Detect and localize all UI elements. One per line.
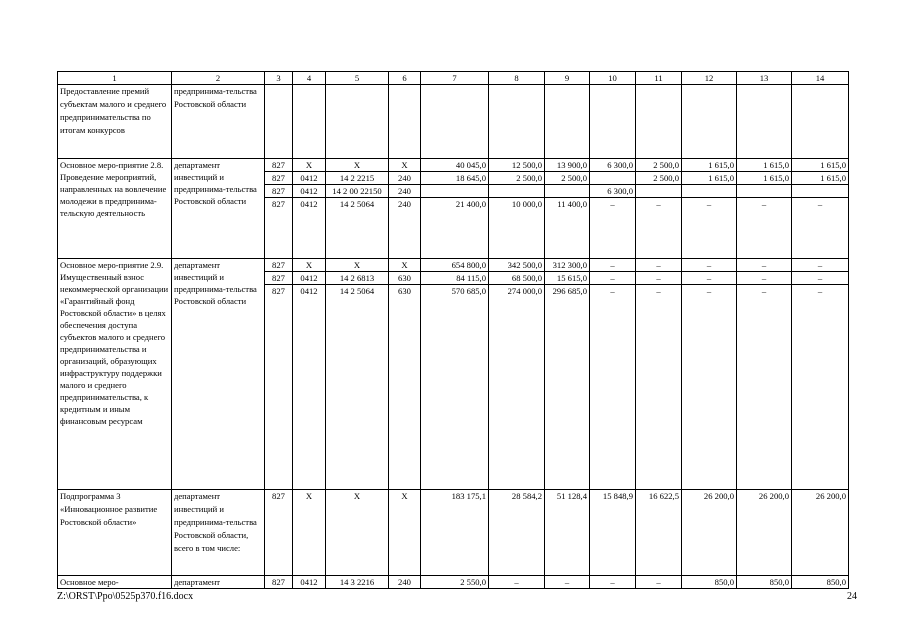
vr-code: 630 xyxy=(389,285,421,490)
rzpr-code: 0412 xyxy=(293,172,326,185)
amount-year: – xyxy=(590,272,636,285)
amount-year: 6 300,0 xyxy=(590,185,636,198)
amount-year: – xyxy=(737,259,792,272)
grbs-code: 827 xyxy=(265,159,293,172)
amount-year: – xyxy=(682,285,737,490)
amount-year: 15 615,0 xyxy=(545,272,590,285)
header-cell: 7 xyxy=(421,72,489,85)
amount-year: – xyxy=(792,272,849,285)
executor-name: департамент инвестиций и предпринима-тельства Ростовской области, всего в том числе: xyxy=(172,490,265,576)
amount-year: 6 300,0 xyxy=(590,159,636,172)
amount-year: 26 200,0 xyxy=(682,490,737,576)
budget-table xyxy=(57,71,849,589)
csr-code: Х xyxy=(326,259,389,272)
amount-year: – xyxy=(792,198,849,259)
header-cell: 10 xyxy=(590,72,636,85)
measure-name: Основное меро-приятие 2.9. Имущественный взнос некоммерческой организации «Гарантийный фонд Ростовской области» в целях обеспечения доступа субъектов малого и среднего предпринимательства и организаций, образующих инфраструктуру поддержки малого и среднего предпринимательства, к кредитным и иным финансовым ресурсам xyxy=(58,259,172,490)
rzpr-code: 0412 xyxy=(293,198,326,259)
amount-year: 11 400,0 xyxy=(545,198,590,259)
executor-name: департамент инвестиций и предпринима-тельства Ростовской области xyxy=(172,259,265,490)
amount-total: 654 800,0 xyxy=(421,259,489,272)
rzpr-code: 0412 xyxy=(293,285,326,490)
vr-code: Х xyxy=(389,259,421,272)
amount-year: – xyxy=(682,259,737,272)
header-row xyxy=(58,72,849,85)
amount-year: – xyxy=(737,272,792,285)
amount-year: – xyxy=(636,198,682,259)
footer-file-path: Z:\ORST\Ppo\0525p370.f16.docx xyxy=(57,591,194,602)
table-row xyxy=(58,159,849,172)
csr-code: 14 2 6813 xyxy=(326,272,389,285)
vr-code: 240 xyxy=(389,185,421,198)
vr-code: 240 xyxy=(389,198,421,259)
amount-year: 2 500,0 xyxy=(545,172,590,185)
amount-year: 68 500,0 xyxy=(489,272,545,285)
amount-year: 26 200,0 xyxy=(737,490,792,576)
table-row xyxy=(58,576,849,589)
grbs-code: 827 xyxy=(265,172,293,185)
amount-year: 850,0 xyxy=(737,576,792,589)
amount-year: – xyxy=(792,259,849,272)
amount-total: 40 045,0 xyxy=(421,159,489,172)
header-cell: 8 xyxy=(489,72,545,85)
executor-name: предпринима-тельства Ростовской области xyxy=(172,85,265,159)
amount-year: – xyxy=(545,576,590,589)
executor-name: департамент xyxy=(172,576,265,589)
amount-year: 15 848,9 xyxy=(590,490,636,576)
csr-code: Х xyxy=(326,490,389,576)
grbs-code: 827 xyxy=(265,272,293,285)
amount-year xyxy=(489,185,545,198)
rzpr-code: 0412 xyxy=(293,272,326,285)
amount-year: 1 615,0 xyxy=(737,172,792,185)
amount-year: – xyxy=(737,285,792,490)
csr-code: Х xyxy=(326,159,389,172)
amount-year: 1 615,0 xyxy=(737,159,792,172)
amount-year xyxy=(737,185,792,198)
amount-total: 2 550,0 xyxy=(421,576,489,589)
amount-total: 21 400,0 xyxy=(421,198,489,259)
amount-year: 2 500,0 xyxy=(636,159,682,172)
vr-code: 630 xyxy=(389,272,421,285)
vr-code: 240 xyxy=(389,576,421,589)
csr-code: 14 2 5064 xyxy=(326,198,389,259)
header-cell: 9 xyxy=(545,72,590,85)
vr-code: 240 xyxy=(389,172,421,185)
amount-year: 342 500,0 xyxy=(489,259,545,272)
header-cell: 5 xyxy=(326,72,389,85)
amount-year: 1 615,0 xyxy=(792,172,849,185)
amount-year: 26 200,0 xyxy=(792,490,849,576)
measure-name: Основное меро-приятие 2.8. Проведение мероприятий, направленных на вовлечение молодежи в предпринима-тельскую деятельность xyxy=(58,159,172,259)
csr-code: 14 2 00 22150 xyxy=(326,185,389,198)
amount-year xyxy=(682,185,737,198)
amount-year: – xyxy=(682,198,737,259)
subprogram-name: Подпрограмма 3 «Инновационное развитие Ростовской области» xyxy=(58,490,172,576)
amount-year: 13 900,0 xyxy=(545,159,590,172)
amount-total: 183 175,1 xyxy=(421,490,489,576)
rzpr-code: Х xyxy=(293,259,326,272)
amount-year: 10 000,0 xyxy=(489,198,545,259)
header-cell: 4 xyxy=(293,72,326,85)
amount-year: 28 584,2 xyxy=(489,490,545,576)
csr-code: 14 3 2216 xyxy=(326,576,389,589)
grbs-code: 827 xyxy=(265,198,293,259)
amount-year: 16 622,5 xyxy=(636,490,682,576)
amount-year xyxy=(545,185,590,198)
amount-year: – xyxy=(590,198,636,259)
vr-code: Х xyxy=(389,490,421,576)
amount-year: 274 000,0 xyxy=(489,285,545,490)
amount-year: – xyxy=(636,576,682,589)
amount-year: – xyxy=(636,285,682,490)
vr-code: Х xyxy=(389,159,421,172)
rzpr-code: 0412 xyxy=(293,576,326,589)
grbs-code: 827 xyxy=(265,185,293,198)
measure-name: Предоставление премий субъектам малого и среднего предпринимательства по итогам конкурсов xyxy=(58,85,172,159)
rzpr-code: Х xyxy=(293,490,326,576)
amount-year: – xyxy=(636,272,682,285)
amount-year: – xyxy=(792,285,849,490)
amount-year: – xyxy=(590,259,636,272)
amount-year: 2 500,0 xyxy=(489,172,545,185)
table-row xyxy=(58,85,849,159)
rzpr-code: Х xyxy=(293,159,326,172)
amount-year: – xyxy=(636,259,682,272)
amount-year: 1 615,0 xyxy=(792,159,849,172)
amount-year: 12 500,0 xyxy=(489,159,545,172)
header-cell: 14 xyxy=(792,72,849,85)
amount-total: 570 685,0 xyxy=(421,285,489,490)
grbs-code: 827 xyxy=(265,576,293,589)
header-cell: 12 xyxy=(682,72,737,85)
amount-year: 296 685,0 xyxy=(545,285,590,490)
amount-year: 850,0 xyxy=(682,576,737,589)
amount-year: 51 128,4 xyxy=(545,490,590,576)
amount-year: – xyxy=(590,285,636,490)
amount-year: 1 615,0 xyxy=(682,159,737,172)
executor-name: департамент инвестиций и предпринима-тельства Ростовской области xyxy=(172,159,265,259)
header-cell: 13 xyxy=(737,72,792,85)
amount-year: – xyxy=(682,272,737,285)
table-row xyxy=(58,490,849,576)
grbs-code: 827 xyxy=(265,285,293,490)
amount-total: 84 115,0 xyxy=(421,272,489,285)
table-row xyxy=(58,259,849,272)
page-number: 24 xyxy=(847,591,857,602)
amount-year: – xyxy=(737,198,792,259)
amount-year: 2 500,0 xyxy=(636,172,682,185)
measure-name: Основное меро- xyxy=(58,576,172,589)
header-cell: 11 xyxy=(636,72,682,85)
amount-year: 850,0 xyxy=(792,576,849,589)
amount-year xyxy=(590,172,636,185)
header-cell: 2 xyxy=(172,72,265,85)
csr-code: 14 2 5064 xyxy=(326,285,389,490)
amount-year xyxy=(792,185,849,198)
header-cell: 6 xyxy=(389,72,421,85)
header-cell: 1 xyxy=(58,72,172,85)
amount-year xyxy=(636,185,682,198)
amount-year: – xyxy=(489,576,545,589)
header-cell: 3 xyxy=(265,72,293,85)
amount-year: 312 300,0 xyxy=(545,259,590,272)
grbs-code: 827 xyxy=(265,259,293,272)
amount-year: 1 615,0 xyxy=(682,172,737,185)
amount-total xyxy=(421,185,489,198)
csr-code: 14 2 2215 xyxy=(326,172,389,185)
amount-year: – xyxy=(590,576,636,589)
rzpr-code: 0412 xyxy=(293,185,326,198)
amount-total: 18 645,0 xyxy=(421,172,489,185)
grbs-code: 827 xyxy=(265,490,293,576)
